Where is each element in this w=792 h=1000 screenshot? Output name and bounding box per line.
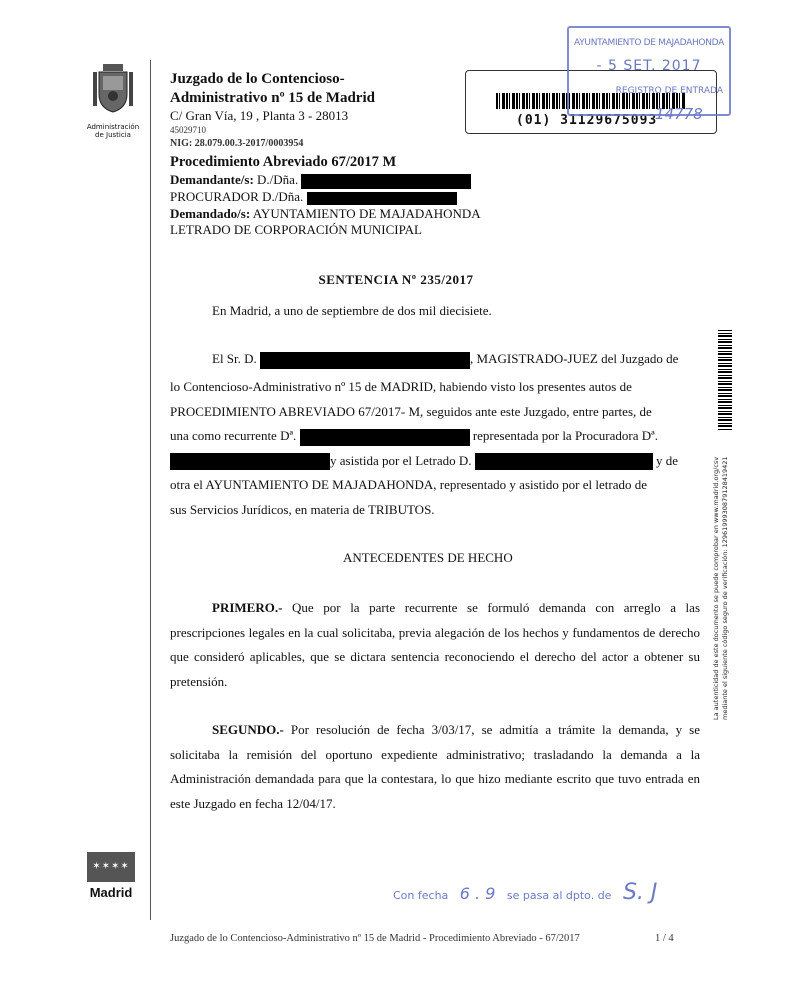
side-verification-text <box>712 340 742 720</box>
stamp-handwritten-number: 14778 <box>655 105 703 123</box>
demandado-value: AYUNTAMIENTO DE MAJADAHONDA <box>252 206 481 221</box>
court-name <box>170 70 375 108</box>
demandante-label: Demandante/s: <box>170 172 254 187</box>
court-code: 45029710 <box>170 125 206 135</box>
barcode-number: (01) 31129675093 <box>516 113 658 128</box>
procedure-title: Procedimiento Abreviado 67/2017 M <box>170 154 397 170</box>
segundo-text: Por resolución de fecha 3/03/17, se admitía a trámite la demanda, y se solicitaba la remisión del oportuno expediente administrativo; trasladando la demanda a la Administración demandada para que la contestara, lo que hizo mediante escrito que tuvo entrada en este Juzgado en fecha 12/04/17. <box>170 722 700 811</box>
p1-c: lo Contencioso-Administrativo nº 15 de MADRID, habiendo visto los presentes autos de <box>170 379 632 394</box>
p1-e2: representada por la Procuradora Dª. <box>472 428 658 443</box>
p1-d: PROCEDIMIENTO ABREVIADO 67/2017- M, seguidos ante este Juzgado, entre partes, de <box>170 403 652 419</box>
segundo-paragraph <box>170 718 700 816</box>
place-date: En Madrid, a uno de septiembre de dos mil diecisiete. <box>212 303 492 318</box>
p1-b: , MAGISTRADO-JUEZ del Juzgado de <box>470 351 679 366</box>
redaction-box <box>300 429 470 446</box>
note-dept: S. J <box>622 880 658 905</box>
side-verification-line-1: La autenticidad de este documento se puede comprobar en www.madrid.org/csv <box>712 456 720 720</box>
registry-stamp <box>567 26 731 116</box>
header-divider <box>150 60 151 920</box>
court-address: C/ Gran Vía, 19 , Planta 3 - 28013 <box>170 108 349 123</box>
demandado-row <box>170 206 481 222</box>
demandado-label: Demandado/s: <box>170 206 251 221</box>
primero-paragraph <box>170 596 700 694</box>
stamp-line-3: REGISTRO DE ENTRADA <box>615 86 723 96</box>
p1-h: sus Servicios Jurídicos, en materia de TRIBUTOS. <box>170 501 435 517</box>
madrid-logo-text: Madrid <box>89 885 133 900</box>
procurador-row <box>170 189 457 205</box>
p1-line-1 <box>212 351 702 369</box>
demandante-row <box>170 172 471 189</box>
p1-e1: una como recurrente Dª. <box>170 428 297 443</box>
p1-g: otra el AYUNTAMIENTO DE MAJADAHONDA, representado y asistido por el letrado de <box>170 477 647 492</box>
letrado-row: LETRADO DE CORPORACIÓN MUNICIPAL <box>170 222 422 237</box>
note-middle: se pasa al dpto. de <box>506 889 612 902</box>
p1-f2: y de <box>656 452 679 468</box>
demandante-value: D./Dña. <box>257 172 299 187</box>
redaction-box <box>307 192 457 205</box>
p1-f <box>170 449 700 474</box>
sentence-title: SENTENCIA Nº 235/2017 <box>318 272 474 287</box>
p1-e <box>170 424 700 449</box>
court-line-2: Administrativo nº 15 de Madrid <box>170 90 375 106</box>
section-title: ANTECEDENTES DE HECHO <box>343 550 513 565</box>
stars-flag-icon: ✶✶✶✶ <box>87 852 135 882</box>
p1-body <box>170 375 700 522</box>
justice-coat-of-arms-logo <box>85 60 141 139</box>
handwritten-note <box>393 880 657 905</box>
footer-text: Juzgado de lo Contencioso-Administrativo nº 15 de Madrid - Procedimiento Abreviado - 67/2017 <box>170 933 580 944</box>
redaction-box <box>475 453 653 470</box>
redaction-box <box>301 174 471 189</box>
logo-caption-2: de Justicia <box>95 131 131 139</box>
primero-text: Que por la parte recurrente se formuló demanda con arreglo a las prescripciones legales en la cual solicitaba, previa alegación de los hechos y fundamentos de derecho que consideró aplicables, que se dictara sentencia reconociendo el derecho del actor a obtener su pretensión. <box>170 600 700 689</box>
page-number: 1 / 4 <box>655 933 674 944</box>
nig-number: NIG: 28.079.00.3-2017/0003954 <box>170 138 304 149</box>
redaction-box <box>170 453 330 470</box>
stamp-line-1: AYUNTAMIENTO DE MAJADAHONDA <box>574 38 724 48</box>
note-date: 6 . 9 <box>459 884 496 903</box>
p1-a: El Sr. D. <box>212 351 257 366</box>
procurador-value: PROCURADOR D./Dña. <box>170 189 304 204</box>
stamp-date: - 5 SET. 2017 <box>596 58 702 74</box>
logo-caption-1: Administración <box>86 123 140 131</box>
note-prefix: Con fecha <box>393 889 449 902</box>
court-line-1: Juzgado de lo Contencioso- <box>170 71 345 87</box>
redaction-box <box>260 352 470 369</box>
madrid-community-logo <box>87 852 135 900</box>
segundo-label: SEGUNDO.- <box>212 722 284 737</box>
primero-label: PRIMERO.- <box>212 600 283 615</box>
p1-f1: y asistida por el Letrado D. <box>330 452 472 468</box>
side-verification-line-2: mediante el siguiente código seguro de verificación: 1296199930879128419421 <box>721 456 729 720</box>
coat-of-arms-icon <box>85 60 141 120</box>
